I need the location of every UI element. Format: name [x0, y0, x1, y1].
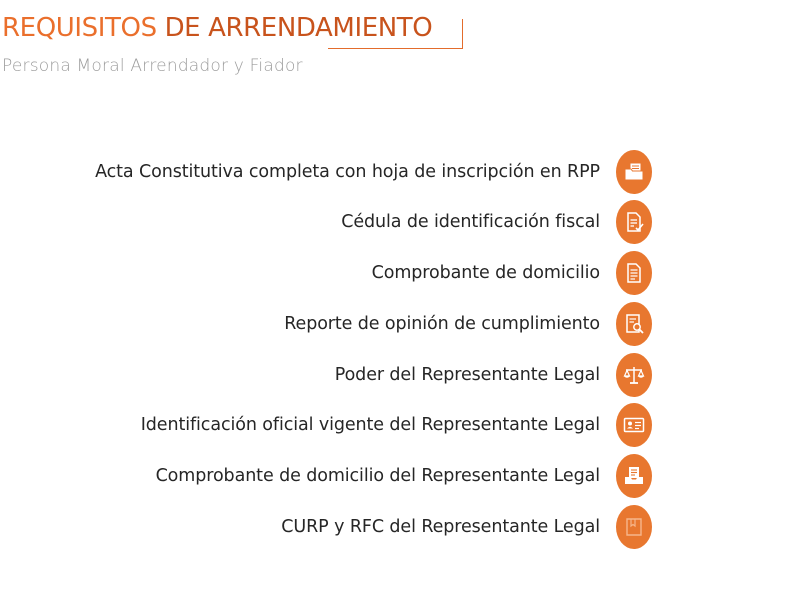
requirement-item-acta-constitutiva: [0, 150, 660, 194]
title-highlight: REQUISITOS: [2, 13, 157, 43]
requirement-item-identificacion-oficial: [0, 403, 660, 447]
requirement-label: Poder del Representante Legal: [334, 365, 600, 385]
page-subtitle: Persona Moral Arrendador y Fiador: [2, 56, 303, 76]
scales-icon: [616, 353, 652, 397]
document-lines-icon: [616, 251, 652, 295]
requirement-item-domicilio-representante: [0, 454, 660, 498]
requirement-label: Comprobante de domicilio del Representante Legal: [155, 466, 600, 486]
document-search-icon: [616, 302, 652, 346]
requirement-label: Identificación oficial vigente del Representante Legal: [140, 415, 600, 435]
title-rest: DE ARRENDAMIENTO: [164, 13, 433, 43]
requirement-label: Comprobante de domicilio: [371, 263, 600, 283]
requirement-label: Acta Constitutiva completa con hoja de inscripción en RPP: [95, 162, 600, 182]
requirement-label: Cédula de identificación fiscal: [341, 212, 600, 232]
id-card-icon: [616, 403, 652, 447]
requirement-label: Reporte de opinión de cumplimiento: [284, 314, 600, 334]
requirement-label: CURP y RFC del Representante Legal: [281, 517, 600, 537]
requirement-item-opinion-cumplimiento: [0, 302, 660, 346]
inbox-document-icon: [616, 454, 652, 498]
requirement-item-curp-rfc: [0, 505, 660, 549]
requirement-item-cedula-fiscal: [0, 200, 660, 244]
folder-flag-icon: [616, 505, 652, 549]
requirement-item-comprobante-domicilio: [0, 251, 660, 295]
folder-document-icon: [616, 150, 652, 194]
requirement-item-poder-representante: [0, 353, 660, 397]
document-check-icon: [616, 200, 652, 244]
